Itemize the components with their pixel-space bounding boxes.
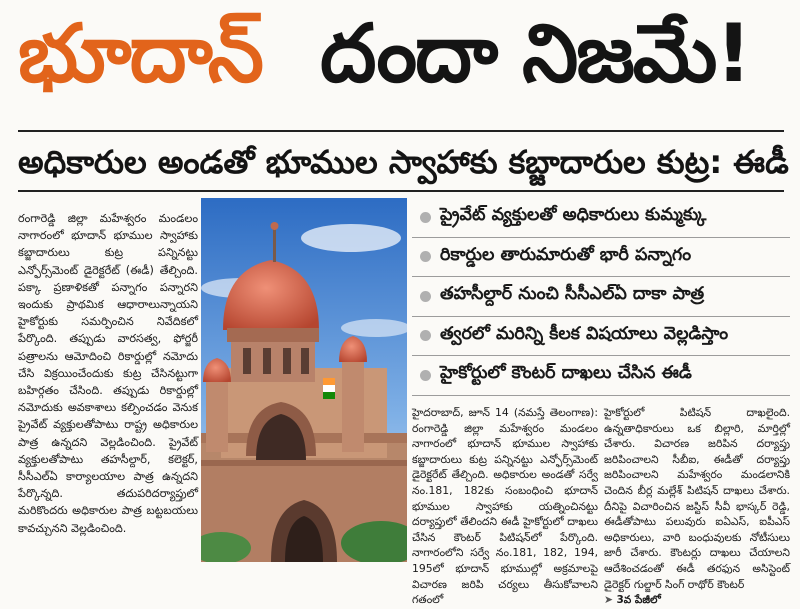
high-court-building-illustration [201, 198, 407, 562]
left-column-article [18, 210, 198, 537]
key-points-list [412, 198, 790, 396]
article-paragraph: రంగారెడ్డి జిల్లా మహేశ్వరం మండలం నాగారంలో భూదాన్ భూముల స్వాహాకు కబ్జాదారులు కుట్ర పన్నినట్టు ఎన్ఫోర్స్‌మెంట్ డైరెక్టరేట్ (ఈడీ) తేల్చింది. పక్కా ప్రణాళికతో పన్నాగం పన్నారని ఇందుకు ప్రాథమిక ఆధారాలున్నాయని హైకోర్టుకు సమర్పించిన నివేదికలో పేర్కొంది. తప్పుడు వారసత్వ, ఫోర్జరీ పత్రాలను ఆమోదించి రికార్డుల్లో నమోదు చేసి విక్రయించేందుకు కుట్ర చేసినట్టుగా బహిర్గతం చేసింది. తప్పుడు రికార్డుల్లో నమోదుకు అవకాశాలు కల్పించడం వెనుక ప్రైవేట్ వ్యక్తులతోపాటు రాష్ట్ర అధికారుల పాత్ర ఉన్నదని వెల్లడించింది. ప్రైవేట్ వ్యక్తులతోపాటు తహసీల్దార్, కలెక్టర్, సీసీఎల్ఏ కార్యాలయాల పాత్ర ఉన్నదని పేర్కొన్నది. తదుపరిదర్యాప్తులో మరికొందరు అధికారుల పాత్ర బట్టబయలు కావచ్చునని వెల్లడించింది. [18, 212, 198, 535]
key-point [412, 198, 790, 238]
key-point [412, 356, 790, 396]
bullet-icon [420, 370, 431, 381]
key-point-text: ప్రైవేట్ వ్యక్తులతో అధికారులు కుమ్మక్కు [440, 205, 707, 226]
headline-highlight: భూదాన్ [18, 7, 262, 100]
article-paragraph: హైకోర్టులో పిటిషన్ దాఖలైంది. ఉన్నతాధికారులు ఒక బిల్లారి, మార్తిల్లో చేశారు. విచారణ జరిపిన దర్యాప్తు జరిపించాలని సీబీఐ, ఈడీతో దర్యాప్తు జరిపించాలని మహేశ్వరం మండలానికి చెందిన బీర్ల మల్లేశ్ పిటిషన్ దాఖలు చేశారు. దీనిపై విచారించిన జస్టిస్ సీవీ భాస్కర్ రెడ్డి, ఈడీతోపాటు పలువురు ఐఏఎస్, ఐపీఎస్ అధికారులు, వారి బంధువులకు నోటీసులు జారీ చేశారు. కౌంటర్లు దాఖలు చేయాలని ఆదేశించడంతో ఈడీ తరఫున అసిస్టెంట్ డైరెక్టర్ గుల్జార్ సింగ్ రాథోర్ కౌంటర్ [604, 406, 790, 591]
key-point-text: రికార్డుల తారుమారుతో భారీ పన్నాగం [440, 244, 692, 265]
key-point [412, 317, 790, 357]
headline-main: దందా నిజమే! [320, 7, 750, 100]
key-point-text: హైకోర్టులో కౌంటర్ దాఖలు చేసిన ఈడీ [440, 363, 692, 384]
bullet-icon [420, 251, 431, 262]
divider [18, 190, 784, 192]
bullet-icon [420, 291, 431, 302]
right-column-article [604, 405, 790, 609]
key-point-text: తహసీల్దార్ నుంచి సీసీఎల్ఏ దాకా పాత్ర [440, 284, 705, 305]
key-point [412, 277, 790, 317]
subheadline: అధికారుల అండతో భూముల స్వాహాకు కబ్జాదారుల కుట్ర: ఈడీ [18, 143, 789, 181]
continued-on-page[interactable] [604, 592, 790, 609]
arrow-right-icon: ➤ [604, 593, 614, 607]
bullet-icon [420, 212, 431, 223]
divider [18, 130, 784, 132]
high-court-photo [201, 198, 407, 562]
middle-column-article [412, 405, 598, 608]
continued-label: 3వ పేజీలో [616, 594, 661, 607]
key-point [412, 238, 790, 278]
bullet-icon [420, 330, 431, 341]
article-paragraph: హైదరాబాద్, జూన్ 14 (నమస్తే తెలంగాణ): రంగారెడ్డి జిల్లా మహేశ్వరం మండలం నాగారంలో భూదాన్ భూముల స్వాహాకు కబ్జాదారులు కుట్ర పన్నినట్టు ఎన్ఫోర్స్‌మెంట్ డైరెక్టరేట్ తేల్చింది. అధికారుల అండతో సర్వే నం.181, 182కు సంబంధించి భూదాన్ భూముల స్వాహాకు యత్నించినట్టు దర్యాప్తులో తేలిందని ఈడీ హైకోర్టులో దాఖలు చేసిన కౌంటర్ పిటిషన్‌లో పేర్కొంది. నాగారంలోని సర్వే నం.181, 182, 194, 195లో భూదాన్ భూముల్లో అక్రమాలపై విచారణ జరిపి చర్యలు తీసుకోవాలని గతంలో [412, 406, 598, 607]
headline [0, 0, 800, 128]
key-point-text: త్వరలో మరిన్ని కీలక విషయాలు వెల్లడిస్తాం [440, 323, 729, 344]
